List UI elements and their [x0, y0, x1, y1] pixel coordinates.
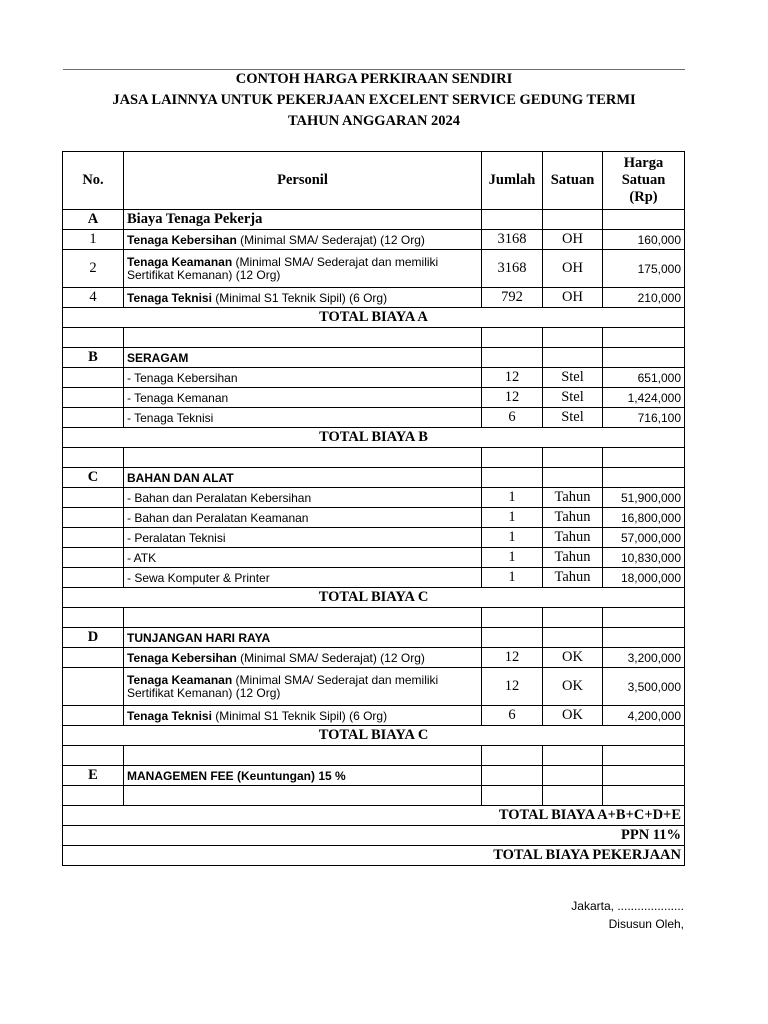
table-header	[63, 152, 685, 210]
spacer-row	[63, 448, 685, 468]
header-jumlah: Jumlah	[482, 152, 543, 210]
table-row: 4 Tenaga Teknisi (Minimal S1 Teknik Sipil) (6 Org) 792 OH 210,000	[63, 288, 685, 308]
section-letter: B	[63, 348, 124, 368]
header-no: No.	[63, 152, 124, 210]
spacer-row	[63, 608, 685, 628]
section-letter: D	[63, 628, 124, 648]
total-row	[63, 308, 685, 328]
section-title: BAHAN DAN ALAT	[124, 468, 482, 488]
table-row: - Sewa Komputer & Printer 1 Tahun 18,000,000	[63, 568, 685, 588]
section-a-header	[63, 210, 685, 230]
table-row: - Bahan dan Peralatan Keamanan 1 Tahun 16,800,000	[63, 508, 685, 528]
total-pekerjaan: TOTAL BIAYA PEKERJAAN	[63, 846, 685, 866]
section-title: SERAGAM	[124, 348, 482, 368]
total-row	[63, 806, 685, 826]
spacer-row	[63, 328, 685, 348]
total-biaya-d: TOTAL BIAYA C	[63, 726, 685, 746]
header-divider	[63, 69, 685, 70]
header-harga: Harga Satuan (Rp)	[603, 152, 685, 210]
table-row: Tenaga Teknisi (Minimal S1 Teknik Sipil) (6 Org) 6 OK 4,200,000	[63, 706, 685, 726]
total-biaya-c: TOTAL BIAYA C	[63, 588, 685, 608]
spacer-row	[63, 746, 685, 766]
table-row: Tenaga Keamanan (Minimal SMA/ Sederajat dan memiliki Sertifikat Kemanan) (12 Org) 12 OK 3,500,000	[63, 668, 685, 706]
total-biaya-a: TOTAL BIAYA A	[63, 308, 685, 328]
spacer-row	[63, 786, 685, 806]
total-row	[63, 428, 685, 448]
doc-year: TAHUN ANGGARAN 2024	[287, 113, 461, 129]
section-b-header	[63, 348, 685, 368]
header-satuan: Satuan	[543, 152, 603, 210]
table-row: Tenaga Kebersihan (Minimal SMA/ Sederajat) (12 Org) 12 OK 3,200,000	[63, 648, 685, 668]
section-c-header	[63, 468, 685, 488]
place-date: Jakarta, ....................	[571, 899, 684, 913]
total-row	[63, 826, 685, 846]
total-row	[63, 588, 685, 608]
hps-table	[62, 151, 685, 866]
table-row: - Tenaga Teknisi 6 Stel 716,100	[63, 408, 685, 428]
table-row: 1 Tenaga Kebersihan (Minimal SMA/ Sederajat) (12 Org) 3168 OH 160,000	[63, 230, 685, 250]
table-row: - ATK 1 Tahun 10,830,000	[63, 548, 685, 568]
section-letter: A	[63, 210, 124, 230]
table-row: - Tenaga Kebersihan 12 Stel 651,000	[63, 368, 685, 388]
total-row	[63, 726, 685, 746]
prepared-by: Disusun Oleh,	[608, 917, 684, 931]
table-row: - Peralatan Teknisi 1 Tahun 57,000,000	[63, 528, 685, 548]
total-biaya-b: TOTAL BIAYA B	[63, 428, 685, 448]
grand-total: TOTAL BIAYA A+B+C+D+E	[63, 806, 685, 826]
section-letter: C	[63, 468, 124, 488]
section-d-header	[63, 628, 685, 648]
section-title: MANAGEMEN FEE (Keuntungan) 15 %	[124, 766, 482, 786]
doc-subtitle: JASA LAINNYA UNTUK PEKERJAAN EXCELENT SERVICE GEDUNG TERMI	[112, 92, 636, 108]
doc-title: CONTOH HARGA PERKIRAAN SENDIRI	[235, 71, 513, 87]
table-row: - Tenaga Kemanan 12 Stel 1,424,000	[63, 388, 685, 408]
header-personil: Personil	[124, 152, 482, 210]
table-row: 2 Tenaga Keamanan (Minimal SMA/ Sederajat dan memiliki Sertifikat Kemanan) (12 Org) 3168 OH 175,000	[63, 250, 685, 288]
section-title: Biaya Tenaga Pekerja	[124, 210, 482, 230]
section-title: TUNJANGAN HARI RAYA	[124, 628, 482, 648]
section-e-header	[63, 766, 685, 786]
total-row	[63, 846, 685, 866]
ppn-row: PPN 11%	[63, 826, 685, 846]
section-letter: E	[63, 766, 124, 786]
table-row: - Bahan dan Peralatan Kebersihan 1 Tahun 51,900,000	[63, 488, 685, 508]
